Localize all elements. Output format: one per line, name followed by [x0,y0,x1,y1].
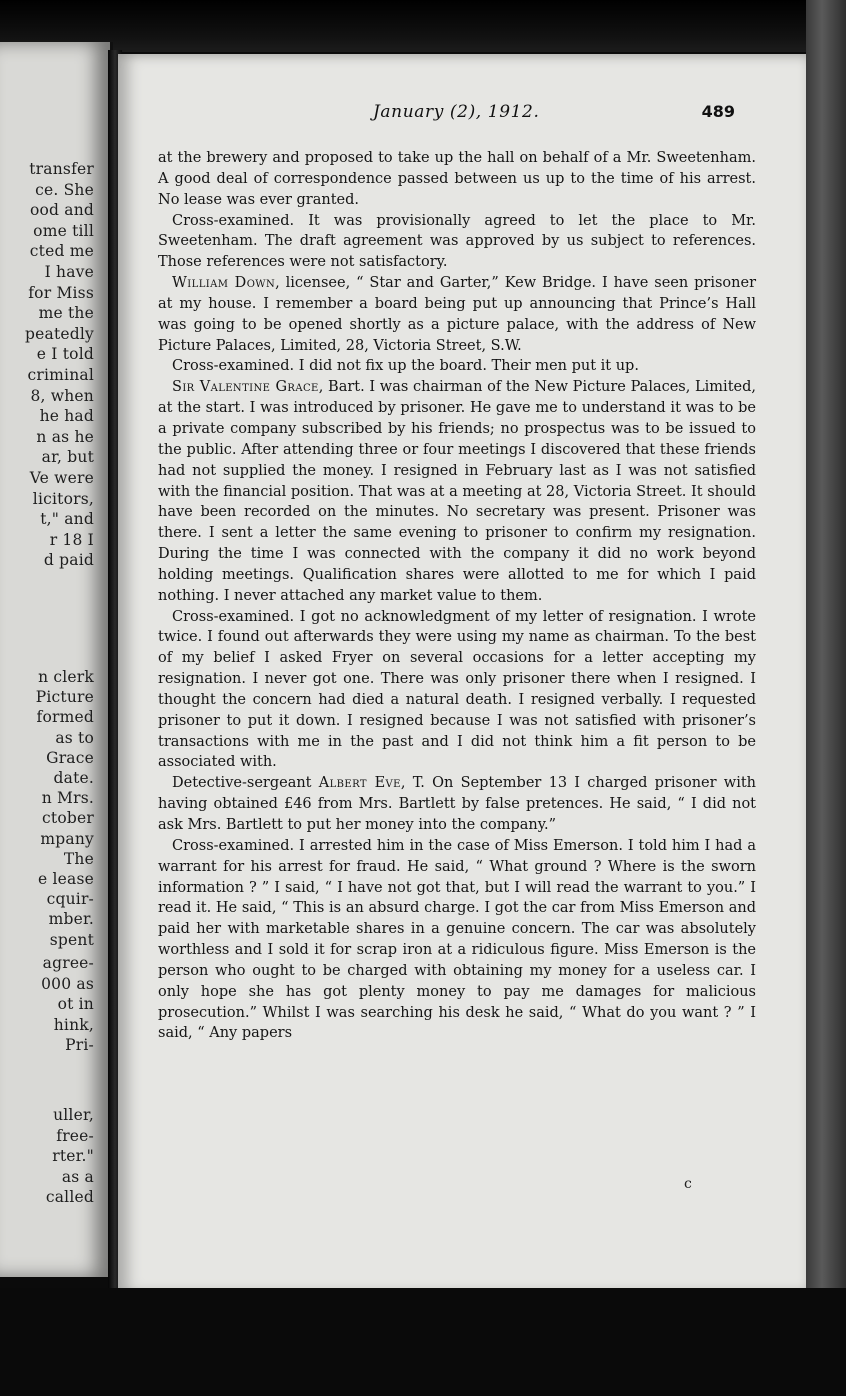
body-text [158,148,756,1044]
left-page-line: called [45,1188,94,1207]
left-page-line: ctober [42,809,94,828]
paragraph [158,377,756,606]
left-page-line: uller, [53,1106,94,1124]
left-page-line: I have [44,263,94,281]
left-page-line: cquir- [46,890,94,909]
signature-mark: c [684,1176,692,1192]
witness-name: Sir Valentine Grace [172,379,319,396]
paragraph [158,273,756,356]
left-page-line: e I told [36,345,94,364]
left-page-line: Grace [46,748,94,767]
paragraph [158,148,756,211]
paragraph-text: at the brewery and proposed to take up the hall on behalf of a Mr. Sweetenham. A good deal of correspondence passed between us up to the time of his arrest. No lease was ever granted. [158,150,756,208]
main-page [118,54,813,1294]
left-page-line: Pri- [65,1036,94,1055]
left-page-line: e lease [38,870,94,888]
paragraph-text: Cross-examined. I did not fix up the board. Their men put it up. [172,358,639,375]
paragraph [158,211,756,274]
left-page-line: licitors, [32,489,94,508]
left-page-line: r 18 I [49,530,94,549]
left-page-line: criminal [27,366,94,384]
left-page-line: mpany [40,829,94,848]
paragraph [158,356,756,377]
left-page-line: formed [36,708,94,727]
paragraph [158,773,756,836]
right-edge [806,0,846,1396]
left-page-line: 8, when [30,386,94,405]
left-page-line: ce. She [35,180,94,199]
paragraph-text: , licensee, “ Star and Garter,” Kew Bridge. I have seen prisoner at my house. I remember a board being put up announcing that Prince’s Hall was going to be opened shortly as a picture palace, with the address of New Picture Palaces, Limited, 28, Victoria Street, S.W. [158,275,756,354]
paragraph-text: Detective-sergeant [172,775,319,792]
page-number: 489 [701,102,735,121]
paragraph-text: , T. On September 13 I charged prisoner with having obtained £46 from Mrs. Bartlett by false pretences. He said, “ I did not ask Mrs. Bartlett to put her money into the company.” [158,775,757,833]
left-page-line: ome till [33,221,94,240]
left-page-line: rter." [52,1147,94,1166]
left-page-fragment [0,42,113,1277]
left-page-line: agree- [42,954,94,972]
paragraph-text: Cross-examined. I got no acknowledgment of my letter of resignation. I wrote twice. I found out afterwards they were using my name as chairman. To the best of my belief I asked Fryer on several occasions for a letter accepting my resignation. I never got one. There was only prisoner there when I resigned. I thought the concern had died a natural death. I resigned verbally. I requested prisoner to put it down. I resigned because I was not satisfied with prisoner’s transactions with me in the past and I did not think him a fit person to be associated with. [158,608,756,771]
top-shadow [0,0,846,52]
left-page-line: n Mrs. [41,789,94,808]
left-page-line: Ve were [29,469,94,487]
left-page-line: hink, [53,1015,94,1034]
header-date: January (2), 1912. [373,102,540,122]
left-page-line: free- [56,1126,94,1145]
running-header [118,102,813,126]
left-page-line: d paid [43,551,94,570]
left-page-line: ar, but [41,448,94,467]
left-page-line: ot in [57,995,94,1014]
left-page-line: as to [55,728,94,747]
witness-name: Albert Eve [318,775,401,792]
left-page-line: transfer [29,160,94,178]
left-page-line: date. [53,769,94,787]
left-page-line: The [63,849,94,868]
paragraph [158,836,756,1044]
left-page-line: 000 as [41,974,94,993]
witness-name: William Down [172,275,276,292]
left-page-line: t," and [40,510,94,529]
paragraph-text: Cross-examined. It was provisionally agreed to let the place to Mr. Sweetenham. The draft agreement was approved by us subject to references. Those references were not satisfactory. [158,212,756,271]
left-page-line: ood and [29,201,94,220]
left-page-line: for Miss [28,283,94,302]
left-page-line: n clerk [38,668,94,686]
left-page-line: n as he [36,427,94,446]
bottom-band [0,1288,846,1396]
left-page-line: peatedly [25,324,94,343]
paragraph-text: Cross-examined. I arrested him in the case of Miss Emerson. I told him I had a warrant for his arrest for fraud. He said, “ What ground ? Where is the sworn information ? ” I said, “ I have not got that, but I will read the warrant to you.” I read it. He said, “ This is an absurd charge. I got the car from Miss Emerson and paid her with marketable shares in a genuine concern. The car was absolutely worthless and I sold it for scrap iron at a ridiculous figure. Miss Emerson is the person who ought to be charged with obtaining my money for a useless car. I only hope she has got plenty money to pay me damages for malicious prosecution.” Whilst I was searching his desk he said, “ What do you want ? ” I said, “ Any papers [158,837,756,1042]
left-page-line: cted me [29,242,94,261]
left-page-line: me the [38,304,94,323]
paragraph [158,607,756,774]
left-page-line: as a [61,1167,94,1186]
left-page-line: mber. [48,910,94,929]
left-page-line: spent [49,930,94,949]
left-page-line: Picture [35,688,94,707]
left-page-line: he had [39,407,94,426]
paragraph-text: , Bart. I was chairman of the New Picture Palaces, Limited, at the start. I was introduced by prisoner. He gave me to understand it was to be a private company subscribed by his friends; no prospectus was to be issued to the public. After attending three or four meetings I discovered that these friends had not supplied the money. I resigned in February last as I was not satisfied with the financial position. That was at a meeting at 28, Victoria Street. It should have been recorded on the minutes. No secretary was present. Prisoner was there. I sent a letter the same evening to prisoner to confirm my resignation. During the time I was connected with the company it did no work beyond holding meetings. Qualification shares were allotted to me for which I paid nothing. I never attached any market value to them. [158,379,756,604]
